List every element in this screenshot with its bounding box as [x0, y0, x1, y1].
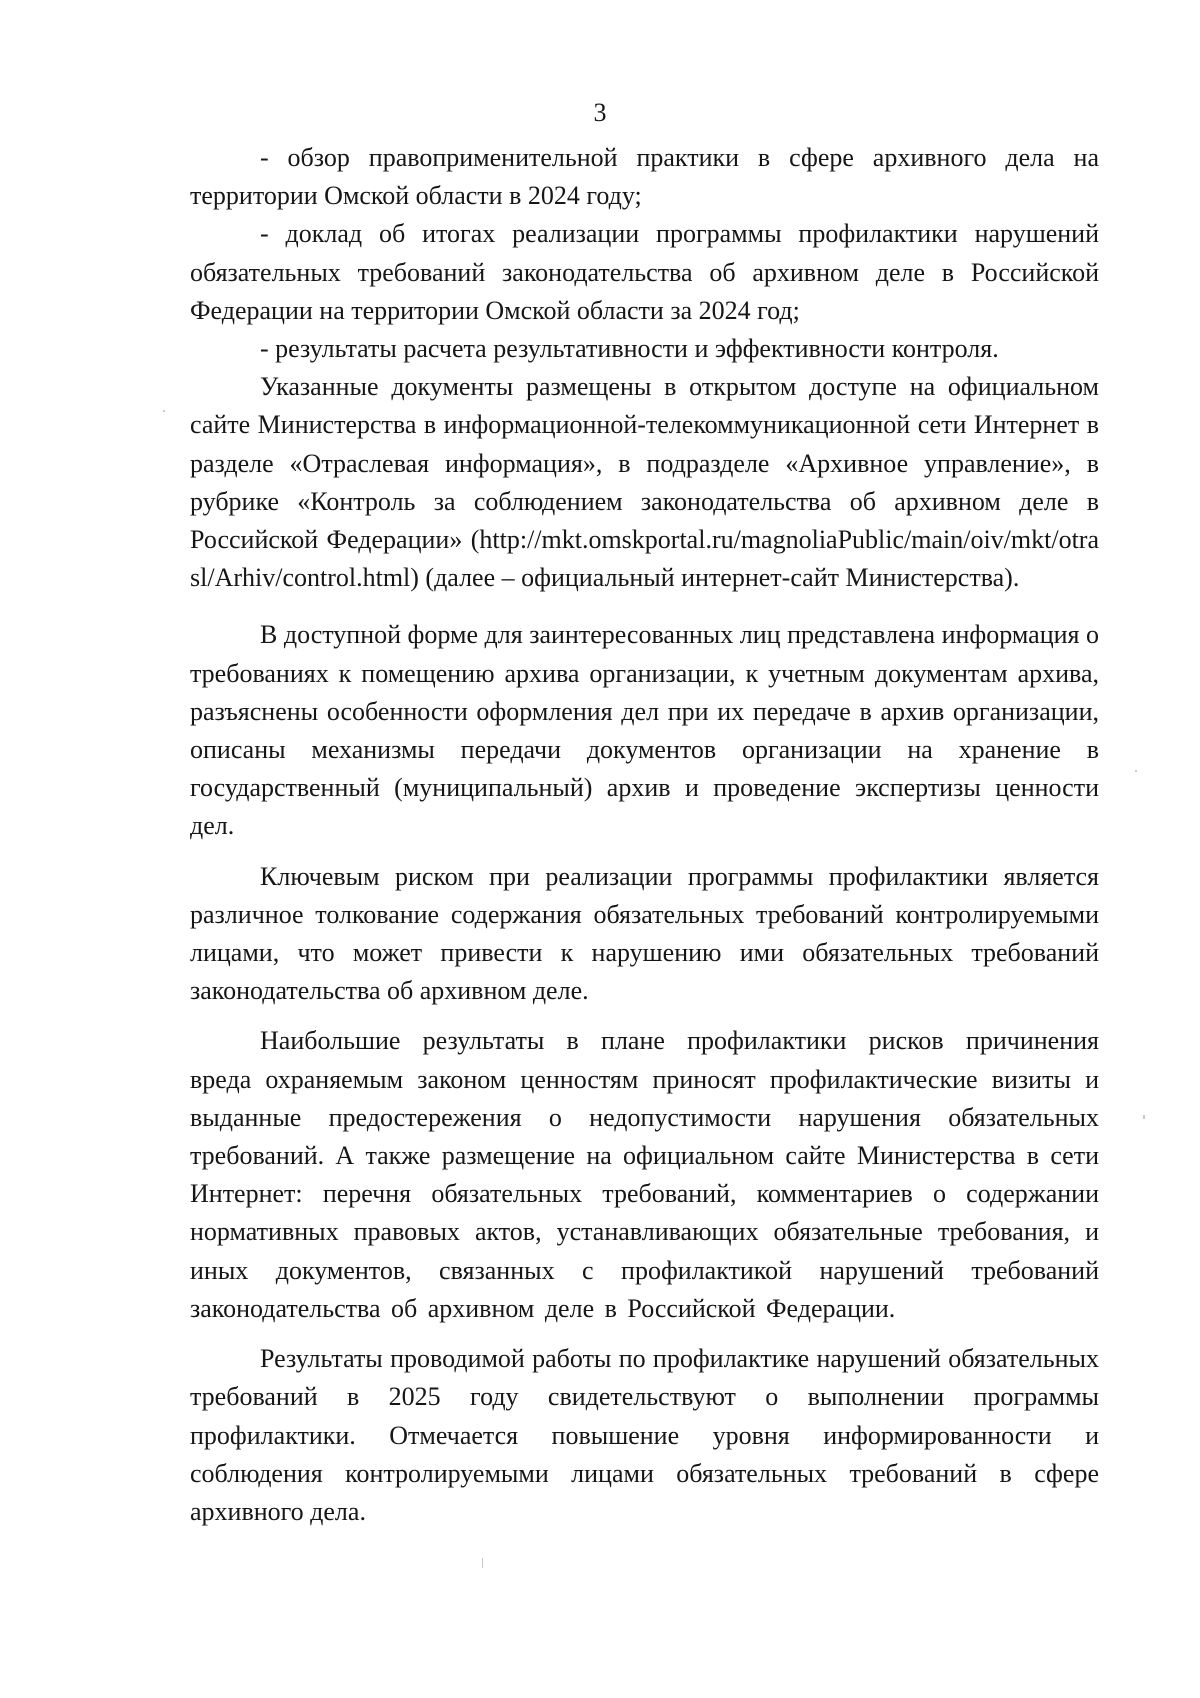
control-page-url: http://mkt.omskportal.ru/magnoliaPublic/main/oiv/mkt/otrasl/Arhiv/control.html [190, 525, 1099, 593]
paragraph-text: Указанные документы размещены в открытом доступе на официальном сайте Министерства в информационной-телекоммуникационной сети Интернет в разделе «Отраслевая информация», в подразделе «Архивное управление», в рубрике «Контроль за соблюдением законодательства об архивном деле в Российской Федерации» ( [190, 372, 1099, 555]
paragraph-review-practice: - обзор правоприменительной практики в сфере архивного дела на территории Омской области в 2024 году; [190, 143, 1099, 211]
scan-speck [482, 1558, 483, 1568]
paragraph-text: ) (далее – официальный интернет-сайт Министерства). [410, 563, 1020, 593]
paragraph-control-results: - результаты расчета результативности и эффективности контроля. [260, 334, 999, 364]
paragraph-key-risk: Ключевым риском при реализации программы профилактики является различное толкование содержания обязательных требований контролируемыми лицами, что может привести к нарушению ими обязательных требований законодательства об архивном деле. [190, 861, 1099, 1006]
paragraph-best-results: Наибольшие результаты в плане профилактики рисков причинения вреда охраняемым законом ценностям приносят профилактические визиты и выданные предостережения о недопустимости нарушения обязательных требований. А также размещение на официальном сайте Министерства в сети Интернет: перечня обязательных требований, комментариев о содержании нормативных правовых актов, устанавливающих обязательные требования, и иных документов, связанных с профилактикой нарушений требований законодательства об архивном деле в Российской Федерации. [190, 1026, 1099, 1323]
document-body [190, 139, 1099, 1531]
page-number: 3 [593, 98, 607, 127]
paragraph-prevention-report: - доклад об итогах реализации программы профилактики нарушений обязательных требований законодательства об архивном деле в Российской Федерации на территории Омской области за 2024 год; [190, 219, 1099, 325]
scan-speck [1135, 770, 1137, 772]
paragraph-work-results: Результаты проводимой работы по профилактике нарушений обязательных требований в 2025 году свидетельствуют о выполнении программы профилактики. Отмечается повышение уровня информированности и соблюдения контролируемыми лицами обязательных требований в сфере архивного дела. [190, 1344, 1099, 1526]
paragraph-accessible-info: В доступной форме для заинтересованных лиц представлена информация о требованиях к помещению архива организации, к учетным документам архива, разъяснены особенности оформления дел при их передаче в архив организации, описаны механизмы передачи документов организации на хранение в государственный (муниципальный) архив и проведение экспертизы ценности дел. [190, 620, 1099, 841]
paragraph-documents-published [190, 368, 1099, 597]
scan-speck [1143, 1115, 1145, 1119]
scan-speck [163, 410, 165, 412]
